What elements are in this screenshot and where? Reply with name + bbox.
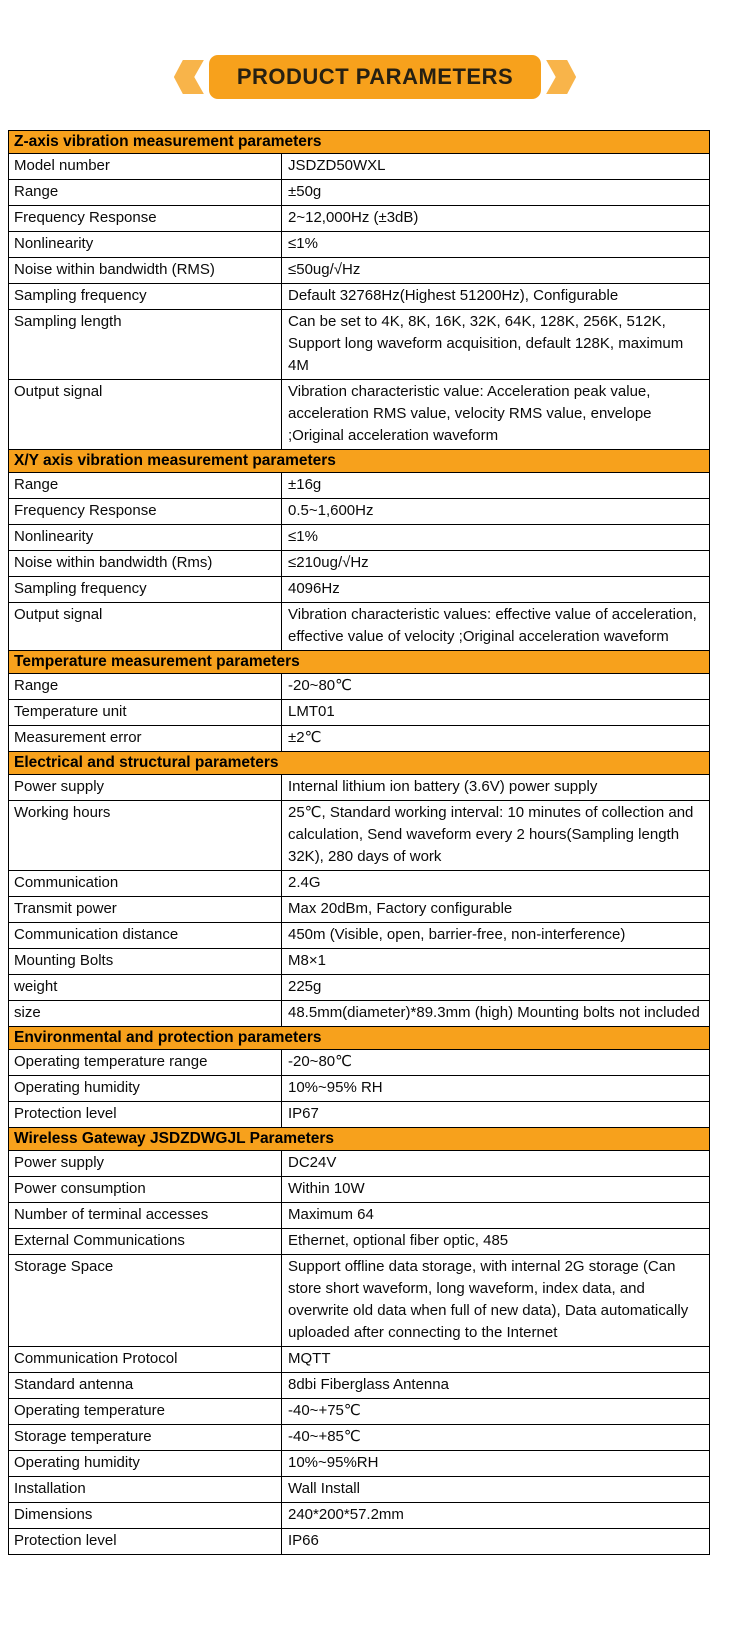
param-value: 8dbi Fiberglass Antenna [281, 1373, 709, 1398]
param-value: JSDZD50WXL [281, 154, 709, 179]
param-value: M8×1 [281, 949, 709, 974]
table-row [9, 800, 709, 870]
param-value: 2.4G [281, 871, 709, 896]
param-value: 450m (Visible, open, barrier-free, non-interference) [281, 923, 709, 948]
table-row [9, 498, 709, 524]
banner-left-arrow-icon [174, 60, 204, 94]
param-value: 10%~95%RH [281, 1451, 709, 1476]
table-row [9, 153, 709, 179]
param-label: Working hours [14, 804, 111, 821]
param-value: Within 10W [281, 1177, 709, 1202]
table-row [9, 550, 709, 576]
param-label: Nonlinearity [14, 235, 94, 252]
param-value: ≤1% [281, 232, 709, 257]
param-label: Storage Space [14, 1258, 114, 1275]
table-row [9, 231, 709, 257]
section-title: Wireless Gateway JSDZDWGJL Parameters [14, 1130, 335, 1147]
param-label: Model number [14, 157, 110, 174]
section-title: X/Y axis vibration measurement parameters [14, 452, 336, 469]
section-header [9, 450, 709, 472]
param-value: Internal lithium ion battery (3.6V) power supply [281, 775, 709, 800]
table-row [9, 699, 709, 725]
param-value: ≤50ug/√Hz [281, 258, 709, 283]
table-row [9, 1228, 709, 1254]
table-row [9, 774, 709, 800]
param-label: Protection level [14, 1532, 117, 1549]
section-body [9, 1150, 709, 1554]
param-value: Default 32768Hz(Highest 51200Hz), Configurable [281, 284, 709, 309]
param-value: ≤210ug/√Hz [281, 551, 709, 576]
table-row [9, 896, 709, 922]
param-label: Operating humidity [14, 1454, 140, 1471]
table-row [9, 379, 709, 449]
table-row [9, 472, 709, 498]
table-row [9, 205, 709, 231]
section-header [9, 1128, 709, 1150]
parameter-section [8, 751, 710, 1027]
param-value: IP67 [281, 1102, 709, 1127]
table-row [9, 1398, 709, 1424]
table-row [9, 870, 709, 896]
param-label: Number of terminal accesses [14, 1206, 209, 1223]
product-banner [0, 0, 750, 99]
param-label: Range [14, 677, 59, 694]
table-row [9, 602, 709, 650]
table-row [9, 1150, 709, 1176]
parameter-section [8, 1127, 710, 1555]
param-label: Range [14, 476, 59, 493]
param-value: Wall Install [281, 1477, 709, 1502]
table-row [9, 1176, 709, 1202]
param-label: Frequency Response [14, 502, 157, 519]
param-label: Operating temperature range [14, 1053, 208, 1070]
param-label: Installation [14, 1480, 86, 1497]
param-value: IP66 [281, 1529, 709, 1554]
param-value: Ethernet, optional fiber optic, 485 [281, 1229, 709, 1254]
table-row [9, 1476, 709, 1502]
table-row [9, 1101, 709, 1127]
parameter-section [8, 449, 710, 651]
param-label: Noise within bandwidth (RMS) [14, 261, 215, 278]
param-value: 240*200*57.2mm [281, 1503, 709, 1528]
param-value: ±16g [281, 473, 709, 498]
param-label: Operating humidity [14, 1079, 140, 1096]
param-label: Transmit power [14, 900, 117, 917]
table-row [9, 1000, 709, 1026]
param-value: Support offline data storage, with internal 2G storage (Can store short waveform, long waveform, index data, and overwrite old data when full of new data), Data automatically uploaded after connecting to the Internet [281, 1255, 709, 1346]
table-row [9, 948, 709, 974]
param-value: 48.5mm(diameter)*89.3mm (high) Mounting bolts not included [281, 1001, 709, 1026]
param-label: Output signal [14, 383, 103, 400]
section-title: Electrical and structural parameters [14, 754, 279, 771]
param-label: Frequency Response [14, 209, 157, 226]
section-header [9, 651, 709, 673]
param-label: Storage temperature [14, 1428, 152, 1445]
param-label: Communication [14, 874, 119, 891]
table-row [9, 1450, 709, 1476]
param-label: size [14, 1004, 41, 1021]
table-row [9, 1424, 709, 1450]
param-label: Power supply [14, 778, 105, 795]
parameter-section [8, 650, 710, 752]
table-row [9, 1372, 709, 1398]
section-body [9, 472, 709, 650]
param-value: Vibration characteristic values: effective value of acceleration, effective value of velocity ;Original acceleration waveform [281, 603, 709, 650]
param-label: Nonlinearity [14, 528, 94, 545]
param-label: Protection level [14, 1105, 117, 1122]
banner-right-arrow-icon [546, 60, 576, 94]
param-value: 10%~95% RH [281, 1076, 709, 1101]
banner-title: PRODUCT PARAMETERS [209, 55, 541, 99]
section-title: Temperature measurement parameters [14, 653, 300, 670]
table-row [9, 725, 709, 751]
table-row [9, 974, 709, 1000]
param-value: 0.5~1,600Hz [281, 499, 709, 524]
parameter-section [8, 130, 710, 450]
parameter-section [8, 1026, 710, 1128]
table-row [9, 1254, 709, 1346]
param-label: Sampling frequency [14, 580, 147, 597]
param-label: Sampling frequency [14, 287, 147, 304]
param-value: -20~80℃ [281, 1050, 709, 1075]
section-header [9, 1027, 709, 1049]
param-value: ±50g [281, 180, 709, 205]
param-value: Max 20dBm, Factory configurable [281, 897, 709, 922]
param-label: weight [14, 978, 58, 995]
table-row [9, 257, 709, 283]
table-row [9, 1049, 709, 1075]
param-value: -40~+85℃ [281, 1425, 709, 1450]
table-row [9, 1346, 709, 1372]
param-label: Dimensions [14, 1506, 93, 1523]
param-value: -40~+75℃ [281, 1399, 709, 1424]
param-value: Can be set to 4K, 8K, 16K, 32K, 64K, 128K, 256K, 512K, Support long waveform acquisition, default 128K, maximum 4M [281, 310, 709, 379]
table-row [9, 922, 709, 948]
table-row [9, 309, 709, 379]
table-row [9, 524, 709, 550]
param-value: 2~12,000Hz (±3dB) [281, 206, 709, 231]
param-label: External Communications [14, 1232, 185, 1249]
param-label: Standard antenna [14, 1376, 134, 1393]
table-row [9, 1075, 709, 1101]
section-header [9, 752, 709, 774]
param-label: Communication distance [14, 926, 179, 943]
param-value: -20~80℃ [281, 674, 709, 699]
param-value: 4096Hz [281, 577, 709, 602]
section-title: Z-axis vibration measurement parameters [14, 133, 322, 150]
param-label: Sampling length [14, 313, 122, 330]
param-value: DC24V [281, 1151, 709, 1176]
section-body [9, 153, 709, 449]
param-label: Power consumption [14, 1180, 146, 1197]
param-label: Noise within bandwidth (Rms) [14, 554, 213, 571]
table-row [9, 179, 709, 205]
param-label: Operating temperature [14, 1402, 165, 1419]
param-value: Maximum 64 [281, 1203, 709, 1228]
param-value: MQTT [281, 1347, 709, 1372]
param-label: Communication Protocol [14, 1350, 178, 1367]
param-label: Mounting Bolts [14, 952, 114, 969]
table-row [9, 1528, 709, 1554]
section-body [9, 673, 709, 751]
param-value: 225g [281, 975, 709, 1000]
param-value: Vibration characteristic value: Acceleration peak value, acceleration RMS value, velocity RMS value, envelope ;Original acceleration waveform [281, 380, 709, 449]
section-body [9, 774, 709, 1026]
section-header [9, 131, 709, 153]
param-label: Range [14, 183, 59, 200]
table-row [9, 673, 709, 699]
section-title: Environmental and protection parameters [14, 1029, 322, 1046]
table-row [9, 576, 709, 602]
param-value: ≤1% [281, 525, 709, 550]
table-row [9, 283, 709, 309]
param-value: 25℃, Standard working interval: 10 minutes of collection and calculation, Send waveform every 2 hours(Sampling length 32K), 280 days of work [281, 801, 709, 870]
table-row [9, 1502, 709, 1528]
param-value: LMT01 [281, 700, 709, 725]
section-body [9, 1049, 709, 1127]
table-row [9, 1202, 709, 1228]
param-label: Temperature unit [14, 703, 127, 720]
param-label: Power supply [14, 1154, 105, 1171]
param-label: Output signal [14, 606, 103, 623]
param-value: ±2℃ [281, 726, 709, 751]
param-label: Measurement error [14, 729, 142, 746]
parameters-tables [8, 130, 710, 1555]
